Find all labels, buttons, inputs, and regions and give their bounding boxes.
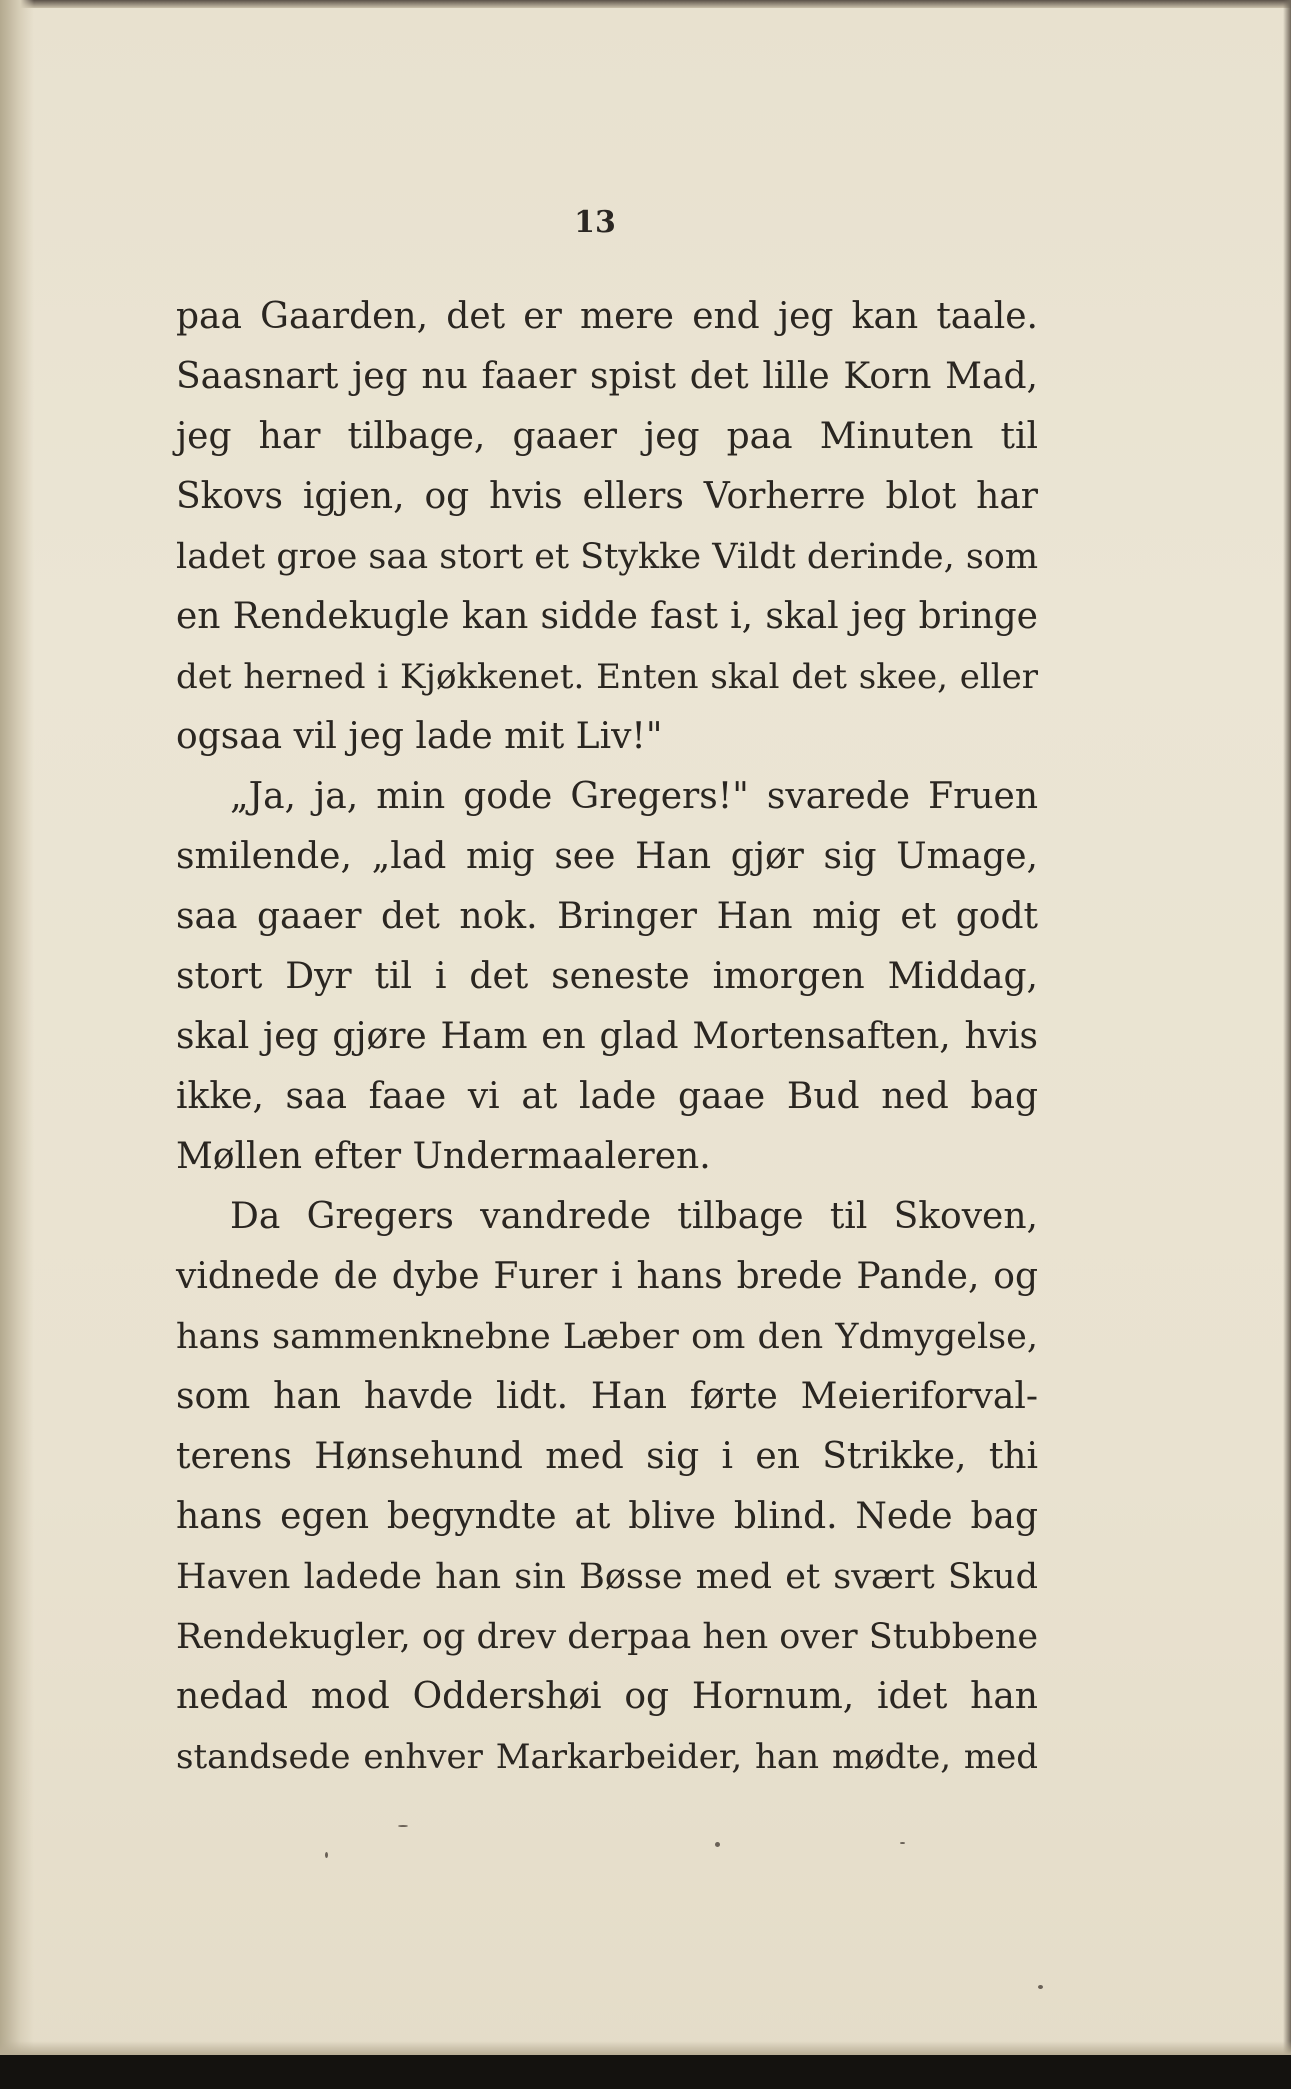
page-bottom-shadow: [0, 2041, 1291, 2055]
text-line: stort Dyr til i det seneste imorgen Middag,: [176, 956, 1038, 997]
page-bottom-edge: [0, 2055, 1291, 2089]
text-line: ogsaa vil jeg lade mit Liv!": [176, 716, 663, 757]
text-line: Haven ladede han sin Bøsse med et svært Skud: [176, 1557, 1038, 1597]
text-line: paa Gaarden, det er mere end jeg kan taale.: [176, 296, 1038, 337]
text-line: hans sammenknebne Læber om den Ydmygelse,: [176, 1317, 1038, 1357]
text-line: hans egen begyndte at blive blind. Nede bag: [176, 1496, 1038, 1537]
text-line: en Rendekugle kan sidde fast i, skal jeg bringe: [176, 596, 1038, 637]
text-line: saa gaaer det nok. Bringer Han mig et godt: [176, 896, 1038, 937]
paper-speck: [715, 1842, 720, 1847]
text-line: ladet groe saa stort et Stykke Vildt derinde, som: [176, 537, 1039, 577]
text-line: ikke, saa faae vi at lade gaae Bud ned bag: [176, 1076, 1038, 1117]
text-line: smilende, „lad mig see Han gjør sig Umage,: [176, 836, 1038, 877]
paper-speck: [900, 1842, 905, 1844]
page-number: 13: [574, 205, 616, 240]
text-line: terens Hønsehund med sig i en Strikke, thi: [176, 1436, 1038, 1477]
page-top-edge: [0, 0, 1291, 8]
text-line: nedad mod Oddershøi og Hornum, idet han: [176, 1676, 1038, 1717]
paper-speck: [325, 1852, 328, 1858]
paper-speck: [1038, 1985, 1043, 1989]
paper-speck: [398, 1825, 408, 1827]
text-line: det herned i Kjøkkenet. Enten skal det skee, eller: [176, 657, 1038, 697]
text-line: Skovs igjen, og hvis ellers Vorherre blot har: [176, 476, 1038, 517]
page-gutter-shadow: [0, 0, 34, 2089]
text-line: Saasnart jeg nu faaer spist det lille Korn Mad,: [176, 356, 1038, 397]
text-line: standsede enhver Markarbeider, han mødte, med: [176, 1737, 1038, 1777]
text-line: jeg har tilbage, gaaer jeg paa Minuten til: [176, 416, 1038, 457]
text-line: Da Gregers vandrede tilbage til Skoven,: [230, 1196, 1038, 1237]
text-line: Rendekugler, og drev derpaa hen over Stubbene: [176, 1617, 1039, 1657]
text-line: Møllen efter Undermaaleren.: [176, 1136, 711, 1177]
text-line: som han havde lidt. Han førte Meieriforval-: [176, 1376, 1038, 1417]
text-line: vidnede de dybe Furer i hans brede Pande, og: [176, 1256, 1038, 1297]
text-line: skal jeg gjøre Ham en glad Mortensaften, hvis: [176, 1016, 1038, 1057]
page-right-edge: [1283, 0, 1291, 2089]
body-text: [176, 287, 1038, 1787]
text-line: „Ja, ja, min gode Gregers!" svarede Fruen: [230, 776, 1038, 817]
